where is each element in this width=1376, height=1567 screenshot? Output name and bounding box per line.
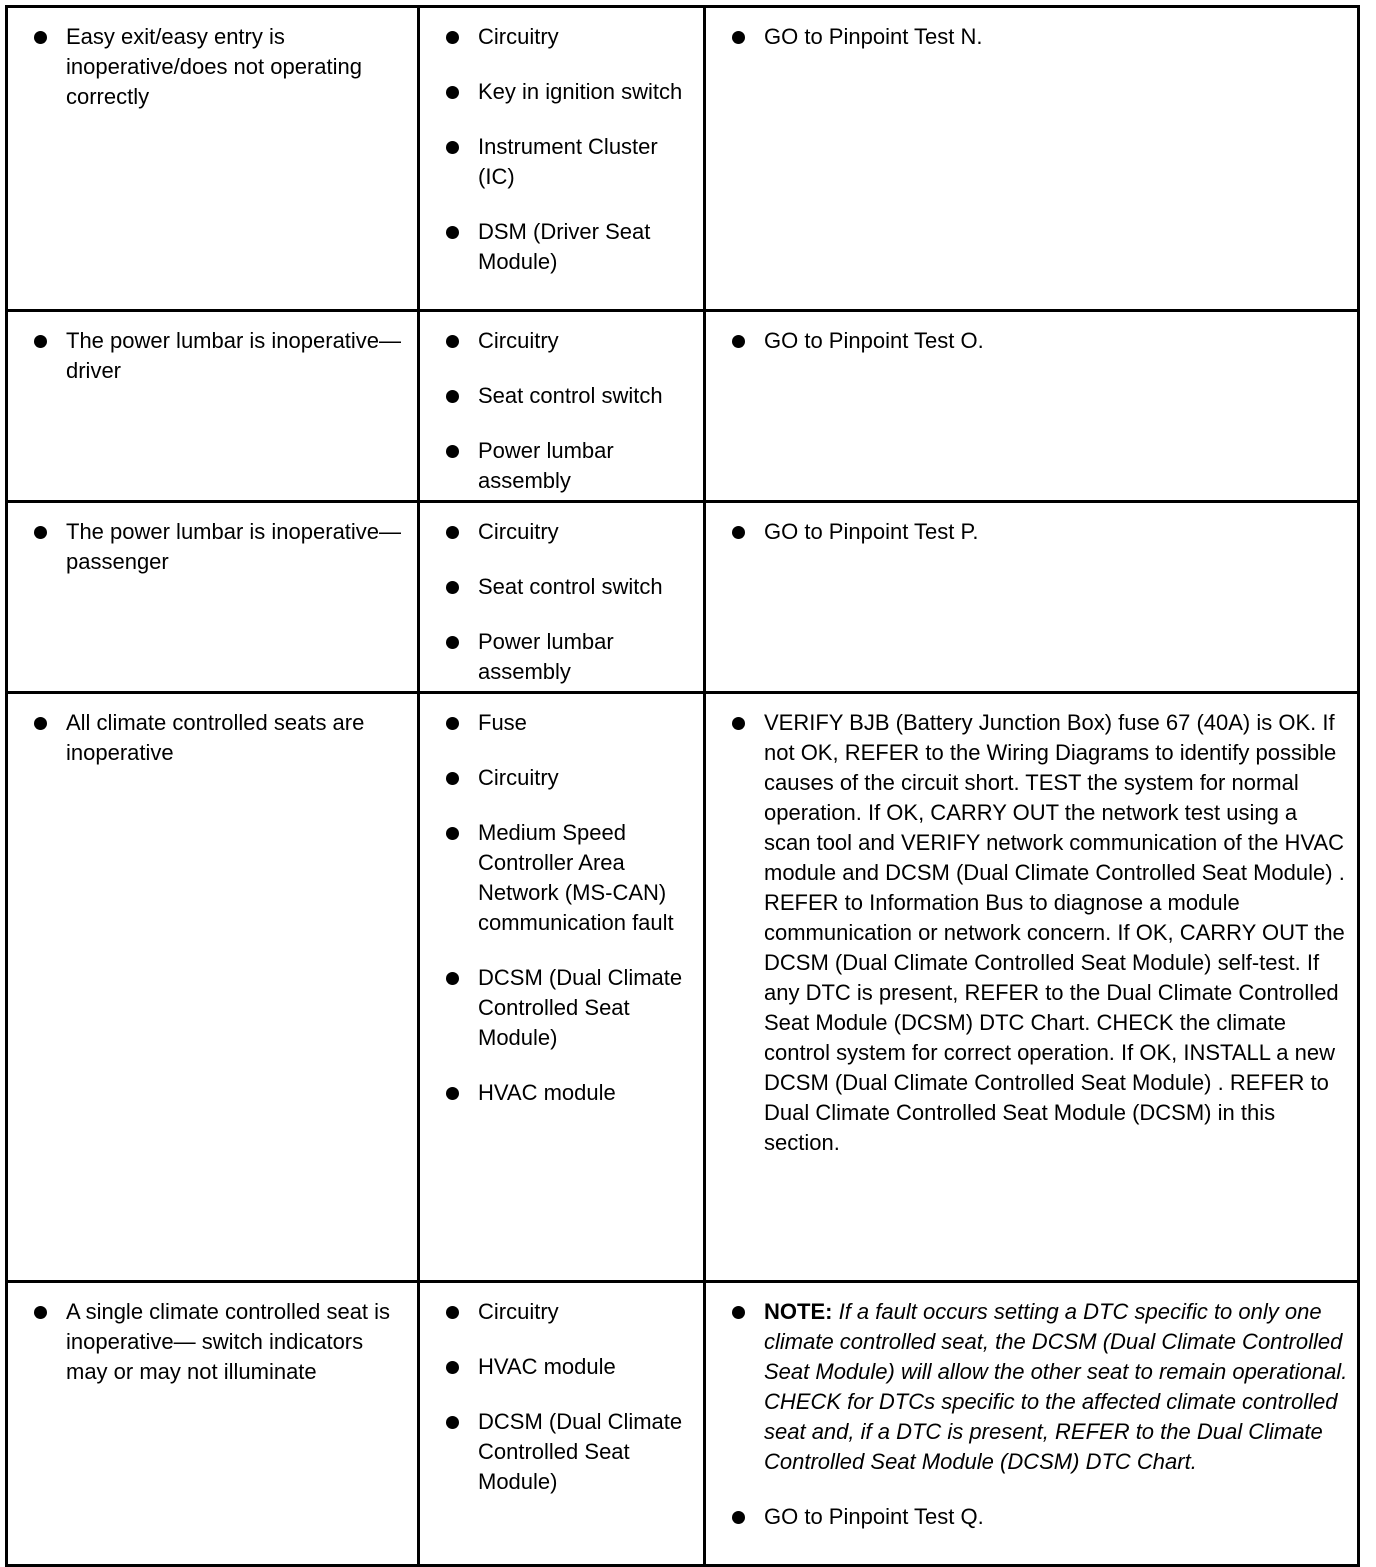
symptom-chart-table [5,5,1360,1567]
action-cell [705,311,1359,502]
possible-sources-cell [419,1282,705,1566]
condition-cell [7,311,419,502]
condition-text: The power lumbar is inoperative— driver [66,326,409,386]
condition-text: A single climate controlled seat is inoperative— switch indicators may or may not illuminate [66,1297,409,1387]
action-cell [705,7,1359,311]
source-item: DCSM (Dual Climate Controlled Seat Module) [478,1407,693,1497]
source-item: Circuitry [478,326,693,356]
source-item: Circuitry [478,763,693,793]
possible-sources-cell [419,693,705,1282]
note-text: If a fault occurs setting a DTC specific to only one climate controlled seat, the DCSM (Dual Climate Controlled Seat Module) will allow the other seat to remain operational. CHECK for DTCs specific to the affected climate controlled seat and, if a DTC is present, REFER to the Dual Climate Controlled Seat Module (DCSM) DTC Chart. [764,1299,1348,1474]
condition-cell [7,693,419,1282]
action-text: VERIFY BJB (Battery Junction Box) fuse 67 (40A) is OK. If not OK, REFER to the Wiring Diagrams to identify possible causes of the circuit short. TEST the system for normal operation. If OK, CARRY OUT the network test using a scan tool and VERIFY network communication of the HVAC module and DCSM (Dual Climate Controlled Seat Module) . REFER to Information Bus to diagnose a module communication or network concern. If OK, CARRY OUT the DCSM (Dual Climate Controlled Seat Module) self-test. If any DTC is present, REFER to the Dual Climate Controlled Seat Module (DCSM) DTC Chart. CHECK the climate control system for correct operation. If OK, INSTALL a new DCSM (Dual Climate Controlled Seat Module) . REFER to Dual Climate Controlled Seat Module (DCSM) in this section. [764,708,1349,1158]
possible-sources-cell [419,311,705,502]
source-item: Power lumbar assembly [478,436,693,496]
condition-cell [7,1282,419,1566]
table-row [7,1282,1359,1566]
condition-text: The power lumbar is inoperative— passenger [66,517,409,577]
condition-text: All climate controlled seats are inoperative [66,708,409,768]
source-item: Circuitry [478,22,693,52]
source-item: DSM (Driver Seat Module) [478,217,693,277]
action-cell [705,1282,1359,1566]
action-text: GO to Pinpoint Test P. [764,517,1349,547]
condition-cell [7,7,419,311]
action-cell [705,693,1359,1282]
source-item: DCSM (Dual Climate Controlled Seat Module) [478,963,693,1053]
note-item [764,1297,1349,1477]
source-item: Fuse [478,708,693,738]
table-row [7,7,1359,311]
source-item: Instrument Cluster (IC) [478,132,693,192]
condition-text: Easy exit/easy entry is inoperative/does not operating correctly [66,22,409,112]
source-item: Key in ignition switch [478,77,693,107]
note-label: NOTE: [764,1299,833,1324]
possible-sources-cell [419,7,705,311]
source-item: HVAC module [478,1078,693,1108]
action-text: GO to Pinpoint Test O. [764,326,1349,356]
table-row [7,311,1359,502]
table-row [7,693,1359,1282]
source-item: Circuitry [478,1297,693,1327]
source-item: Medium Speed Controller Area Network (MS-CAN) communication fault [478,818,693,938]
source-item: Seat control switch [478,381,693,411]
possible-sources-cell [419,502,705,693]
source-item: Seat control switch [478,572,693,602]
source-item: HVAC module [478,1352,693,1382]
action-text: GO to Pinpoint Test Q. [764,1502,1349,1532]
action-cell [705,502,1359,693]
table-row [7,502,1359,693]
action-text: GO to Pinpoint Test N. [764,22,1349,52]
source-item: Circuitry [478,517,693,547]
source-item: Power lumbar assembly [478,627,693,687]
condition-cell [7,502,419,693]
